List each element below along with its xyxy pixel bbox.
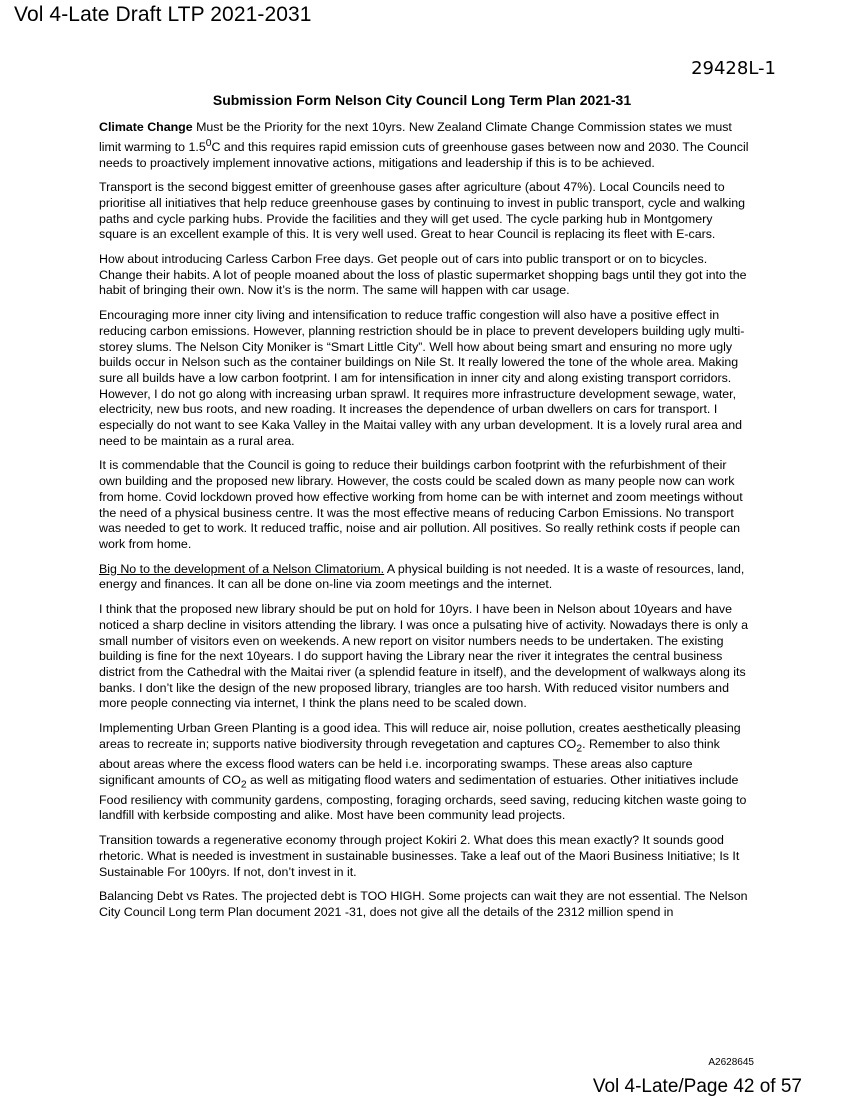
volume-title: Vol 4-Late Draft LTP 2021-2031: [14, 3, 312, 26]
co2-subscript: 2: [240, 779, 247, 791]
submission-body: [99, 120, 751, 930]
paragraph-text: . Remember to also think about areas where the excess flood waters can be held i.e. incorporating swamps. These areas also capture significant amounts of CO: [99, 736, 720, 787]
paragraph-text: as well as mitigating flood waters and sedimentation of estuaries. Other initiatives include Food resiliency with community gardens, composting, foraging orchards, seed saving, reducing kitchen waste going to landfill with kerbside composting and alike. Most have been community lead projects.: [99, 772, 747, 823]
paragraph-debt-vs-rates: Balancing Debt vs Rates. The projected debt is TOO HIGH. Some projects can wait they are not essential. The Nelson City Council Long term Plan document 2021 -31, does not give all the details of the 2312 million spend in: [99, 889, 748, 919]
climate-change-heading: Climate Change: [99, 120, 193, 134]
paragraph-text: Must be the Priority for the next 10yrs. New Zealand Climate Change Commission states we must limit warming to 1.5: [99, 120, 732, 154]
paragraph-text: A physical building is not needed. It is a waste of resources, land, energy and finances. It can all be done on-line via zoom meetings and the internet.: [99, 561, 745, 592]
degree-superscript: 0: [205, 137, 212, 149]
document-number: 29428L-1: [691, 58, 776, 79]
paragraph-council-buildings: It is commendable that the Council is going to reduce their buildings carbon footprint with the refurbishment of their own building and the proposed new library. However, the costs could be scaled down as many people now can work from home. Covid lockdown proved how effective working from home can be with internet and zoom meetings without the need of a physical business centre. It was the most effective means of reducing Carbon Emissions. No transport was needed to get to work. It reduced traffic, noise and air pollution. All positives. So really rethink costs if people can work from home.: [99, 458, 743, 551]
paragraph-transport: Transport is the second biggest emitter of greenhouse gases after agriculture (about 47%). Local Councils need to prioritise all initiatives that help reduce greenhouse gases by continuing to invest in public transport, cycle and walking paths and cycle parking hubs. Provide the facilities and they will get used. The cycle parking hub in Montgomery square is an excellent example of this. It is very well used. Great to hear Council is replacing its fleet with E-cars.: [99, 180, 746, 242]
paragraph-library: I think that the proposed new library should be put on hold for 10yrs. I have been in Nelson about 10years and have noticed a sharp decline in visitors attending the library. I was once a pulsating hive of activity. Nowadays there is only a small number of visitors even on weekends. A new report on visitor numbers needs to be undertaken. The existing building is fine for the next 10years. I do support having the Library near the river it integrates the central business district from the Cathedral with the Maitai river (a splendid feature in itself), and the development of walkways along its banks. I don’t like the design of the new proposed library, triangles are too harsh. With reduced visitor numbers and more people connecting via internet, I think the plans need to be scaled down.: [99, 602, 749, 711]
paragraph-regenerative-economy: Transition towards a regenerative economy through project Kokiri 2. What does this mean exactly? It sounds good rhetoric. What is needed is investment in sustainable businesses. Take a leaf out of the Maori Business Initiative; Is It Sustainable For 100yrs. If not, don’t invest in it.: [99, 833, 740, 879]
paragraph-carless-days: How about introducing Carless Carbon Free days. Get people out of cars into public transport or on to bicycles. Change their habits. A lot of people moaned about the loss of plastic supermarket shopping bags until they got into the habit of bringing their own. Now it’s is the norm. The same will happen with car usage.: [99, 252, 747, 298]
paragraph-urban-green-planting: [99, 721, 751, 824]
form-title: Submission Form Nelson City Council Long Term Plan 2021-31: [212, 92, 632, 108]
paragraph-climate-change: [99, 120, 751, 171]
paragraph-text: C and this requires rapid emission cuts of greenhouse gases between now and 2030. The Council needs to proactively implement innovative actions, mitigations and leadership if this is to be achieved.: [99, 139, 749, 170]
paragraph-text: Implementing Urban Green Planting is a good idea. This will reduce air, noise pollution, creates aesthetically pleasing areas to recreate in; supports native biodiversity through revegetation and captures CO: [99, 721, 741, 751]
co2-subscript: 2: [576, 743, 583, 755]
page-number: Vol 4-Late/Page 42 of 57: [592, 1076, 802, 1097]
reference-code: A2628645: [708, 1057, 754, 1068]
paragraph-climatorium: [99, 562, 751, 593]
paragraph-inner-city-living: Encouraging more inner city living and intensification to reduce traffic congestion will also have a positive effect in reducing carbon emissions. However, planning restriction should be in place to prevent developers building ugly multi-storey slums. The Nelson City Moniker is “Smart Little City”. Well how about being smart and ensuring no more ugly builds occur in Nelson such as the container buildings on Nile St. It really lowered the tone of the whole area. Making sure all builds have a low carbon footprint. I am for intensification in inner city and along existing transport corridors. However, I do not go along with increasing urban sprawl. It requires more infrastructure development sewage, water, electricity, new bus roots, and new roading. It increases the dependence of urban dwellers on cars for transport. I especially do not want to see Kaka Valley in the Maitai valley with any urban development. It is a lovely rural area and need to be maintain as a rural area.: [99, 308, 745, 448]
climatorium-heading: Big No to the development of a Nelson Climatorium.: [99, 561, 385, 576]
